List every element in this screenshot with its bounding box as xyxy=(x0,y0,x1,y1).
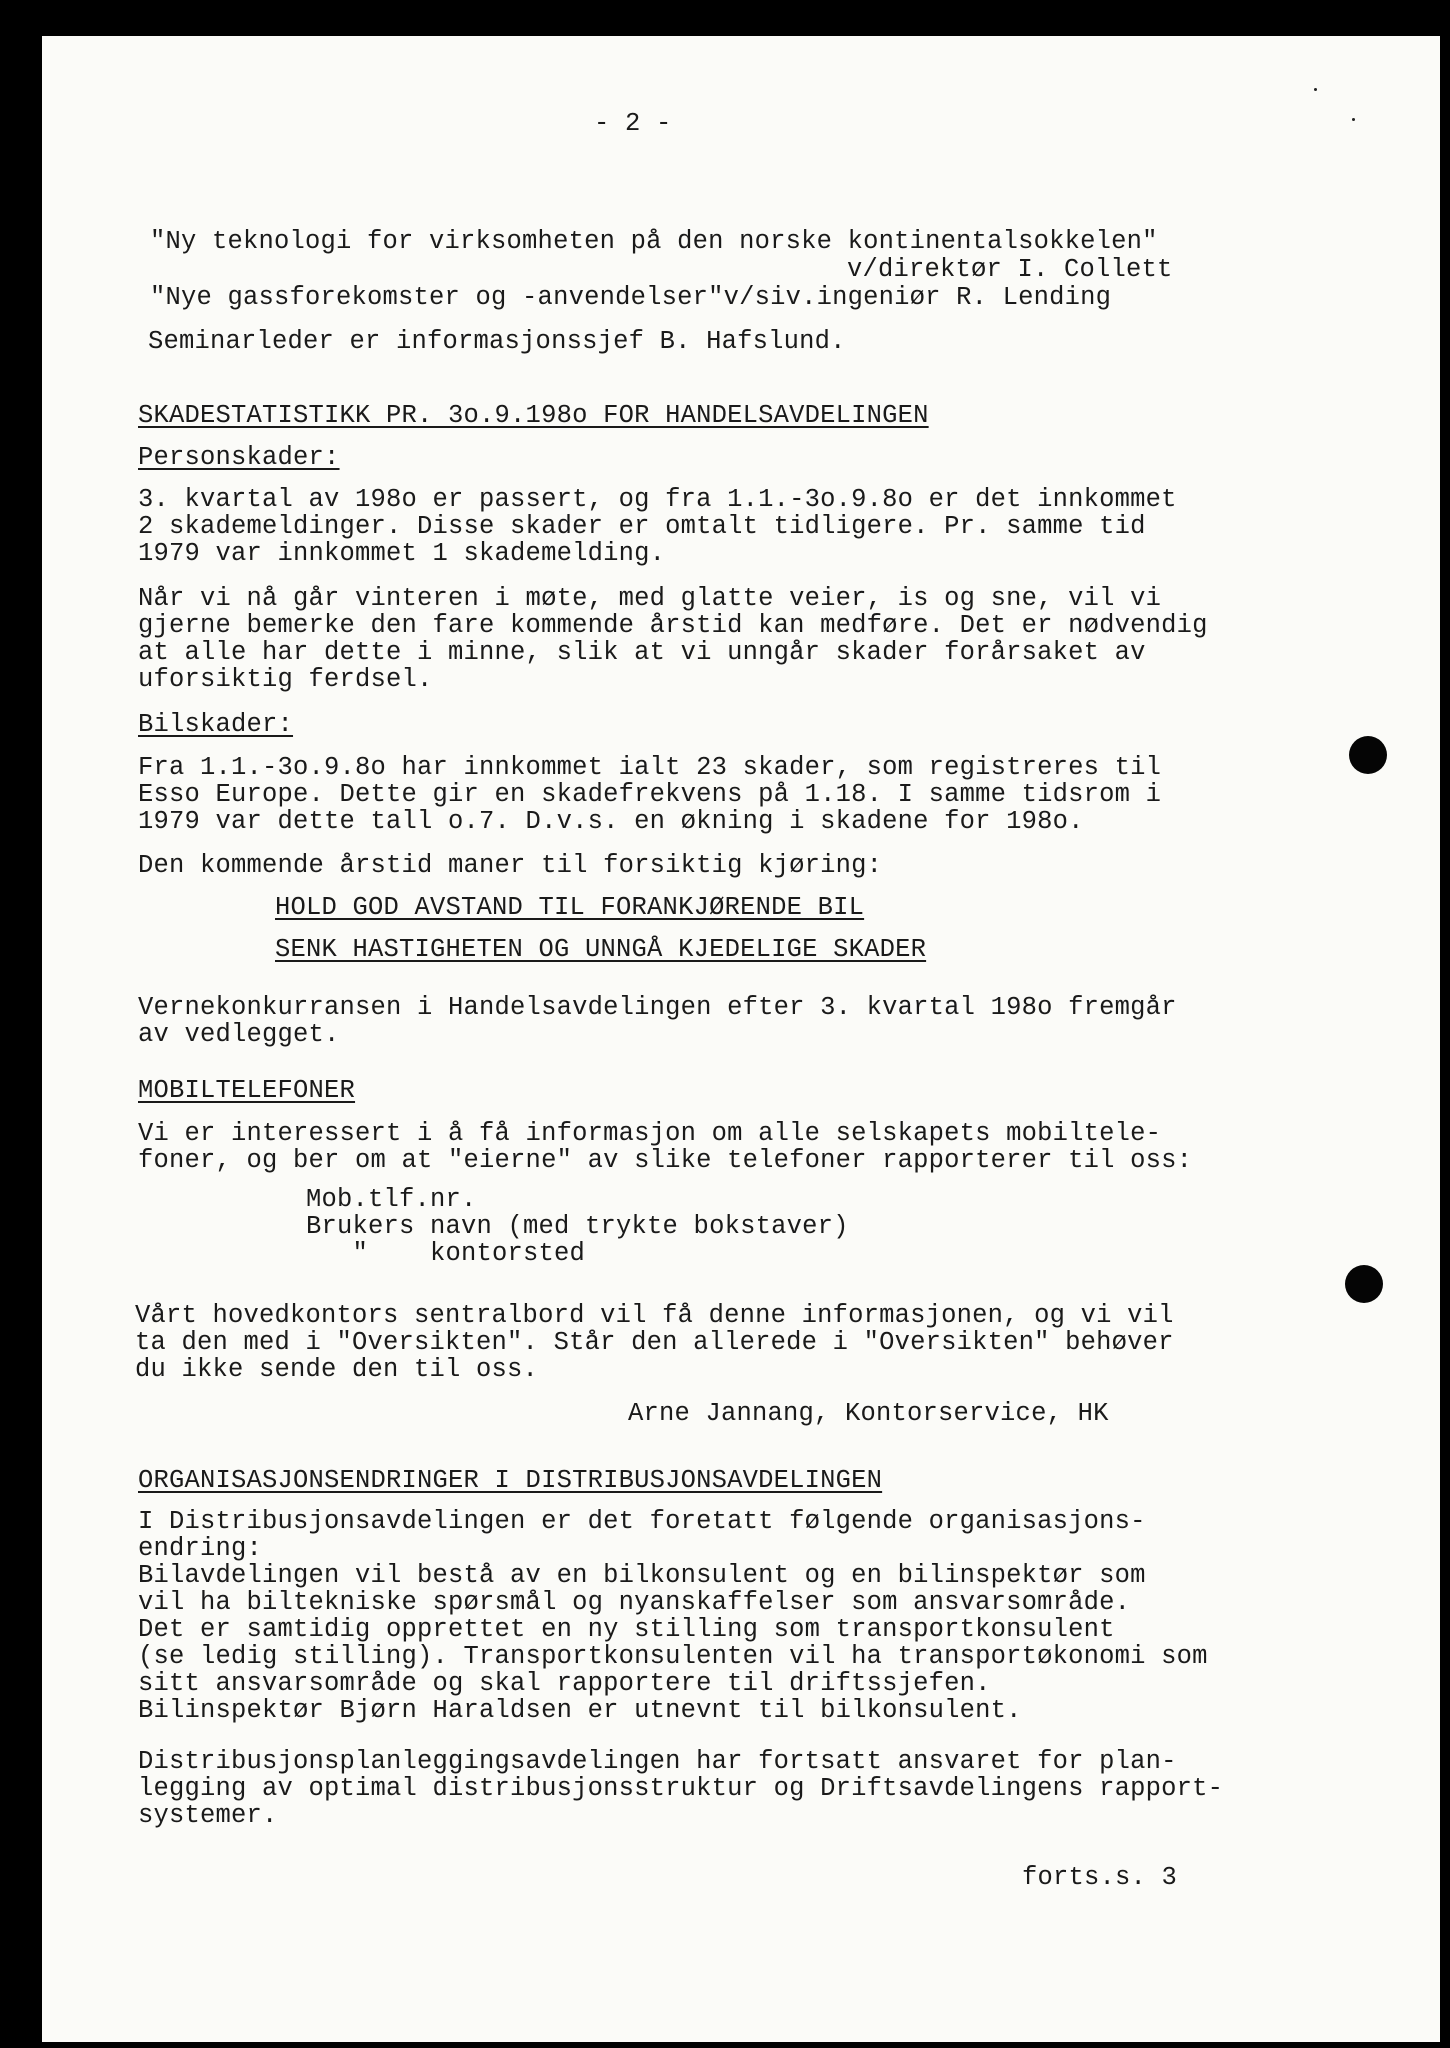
subheading-car-damages: Bilskader: xyxy=(138,710,294,739)
seminar-talk-1-speaker: v/direktør I. Collett xyxy=(847,255,1173,284)
safety-slogan-1: HOLD GOD AVSTAND TIL FORANKJØRENDE BIL xyxy=(275,893,865,922)
safety-slogan-2: SENK HASTIGHETEN OG UNNGÅ KJEDELIGE SKADER xyxy=(275,935,927,964)
personal-injuries-paragraph-1: 3. kvartal av 198o er passert, og fra 1.1.-3o.9.8o er det innkommet 2 skademeldinger. Disse skader er omtalt tidligere. Pr. samme tid 1979 var innkommet 1 skademelding. xyxy=(138,485,1177,568)
organisation-changes-paragraph-2: Distribusjonsplanleggingsavdelingen har fortsatt ansvaret for plan- legging av optimal distribusjonsstruktur og Driftsavdelingens rapport- systemer. xyxy=(138,1747,1224,1830)
punch-hole-bottom xyxy=(1345,1265,1383,1303)
mobile-phones-signature: Arne Jannang, Kontorservice, HK xyxy=(628,1399,1109,1428)
mobile-phones-paragraph-2: Vårt hovedkontors sentralbord vil få denne informasjonen, og vi vil ta den med i "Oversikten". Står den allerede i "Oversikten" behøver du ikke sende den til oss. xyxy=(135,1301,1174,1384)
seminar-leader: Seminarleder er informasjonssjef B. Hafslund. xyxy=(148,327,846,356)
dust-speck xyxy=(1352,118,1355,121)
continued-on-page-3: forts.s. 3 xyxy=(1022,1863,1178,1892)
mobile-phones-paragraph-1: Vi er interessert i å få informasjon om alle selskapets mobiltele- foner, og ber om at "eierne" av slike telefoner rapporterer til oss: xyxy=(138,1119,1193,1175)
section-heading-mobile-phones: MOBILTELEFONER xyxy=(138,1076,356,1105)
section-heading-damage-statistics: SKADESTATISTIKK PR. 3o.9.198o FOR HANDELSAVDELINGEN xyxy=(138,401,929,430)
safety-contest-paragraph: Vernekonkurransen i Handelsavdelingen efter 3. kvartal 198o fremgår av vedlegget. xyxy=(138,993,1177,1049)
mobile-phones-field-list: Mob.tlf.nr. Brukers navn (med trykte bokstaver) " kontorsted xyxy=(306,1185,849,1268)
punch-hole-top xyxy=(1349,736,1387,774)
seminar-talk-2: "Nye gassforekomster og -anvendelser"v/siv.ingeniør R. Lending xyxy=(150,283,1112,312)
dust-speck xyxy=(1314,88,1317,91)
car-damages-paragraph-1: Fra 1.1.-3o.9.8o har innkommet ialt 23 skader, som registreres til Esso Europe. Dette gir en skadefrekvens på 1.18. I samme tidsrom i 1979 var dette tall o.7. D.v.s. en økning i skadene for 198o. xyxy=(138,753,1162,836)
section-heading-organisation-changes: ORGANISASJONSENDRINGER I DISTRIBUSJONSAVDELINGEN xyxy=(138,1466,883,1495)
seminar-talk-1-title: "Ny teknologi for virksomheten på den norske kontinentalsokkelen" xyxy=(150,227,1158,256)
subheading-personal-injuries: Personskader: xyxy=(138,443,340,472)
car-damages-paragraph-2: Den kommende årstid maner til forsiktig kjøring: xyxy=(138,851,883,880)
page-number: - 2 - xyxy=(594,109,672,138)
organisation-changes-paragraph-1: I Distribusjonsavdelingen er det foretatt følgende organisasjons- endring: Bilavdelingen vil bestå av en bilkonsulent og en bilinspektør som vil ha biltekniske spørsmål og nyanskaffelser som ansvarsområde. Det er samtidig opprettet en ny stilling som transportkonsulent (se ledig stilling). Transportkonsulenten vil ha transportøkonomi som sitt ansvarsområde og skal rapportere til driftssjefen. Bilinspektør Bjørn Haraldsen er utnevnt til bilkonsulent. xyxy=(138,1507,1208,1725)
personal-injuries-paragraph-2: Når vi nå går vinteren i møte, med glatte veier, is og sne, vil vi gjerne bemerke den fare kommende årstid kan medføre. Det er nødvendig at alle har dette i minne, slik at vi unngår skader forårsaket av uforsiktig ferdsel. xyxy=(138,584,1208,694)
